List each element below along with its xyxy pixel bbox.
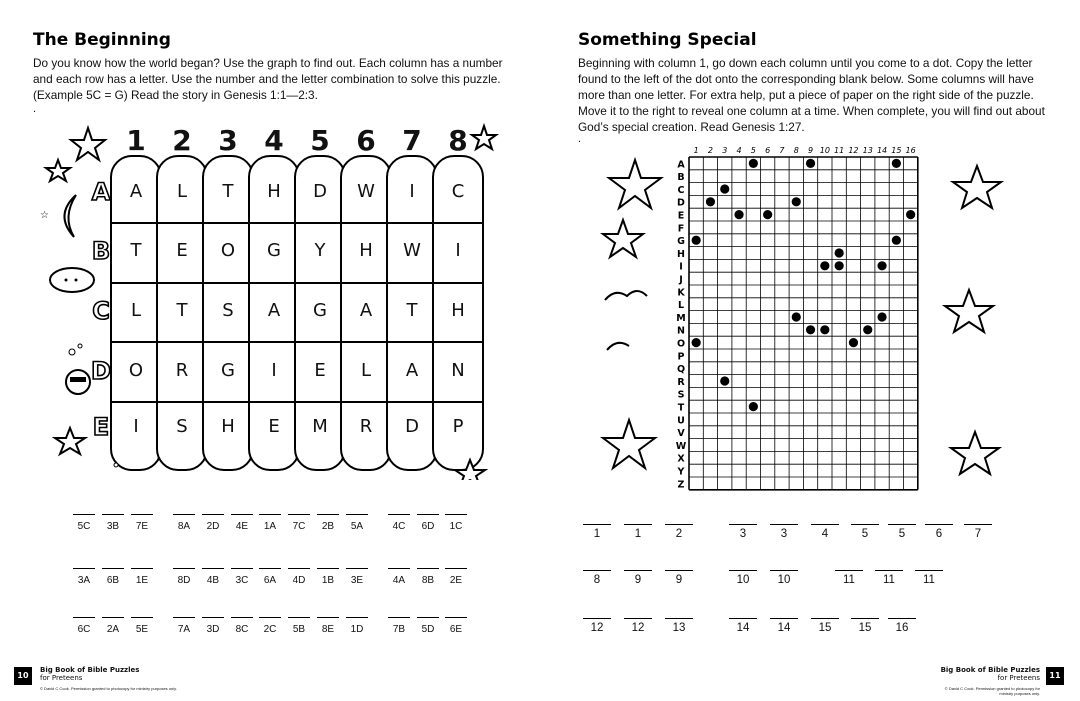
grid-row-E: E (677, 210, 685, 222)
grid-dot-4E (734, 210, 743, 219)
grid-row-I: I (679, 261, 683, 273)
grid-dot-14M (877, 312, 886, 321)
grid-dot-10N (820, 325, 829, 334)
answer-code: 1D (350, 624, 364, 635)
grid-cell-2D: R (175, 360, 189, 381)
answer-code: 2A (106, 624, 120, 635)
answer-blank[interactable] (624, 570, 652, 571)
answer-number: 5 (861, 528, 869, 540)
answer-code: 7B (392, 624, 406, 635)
answer-blank[interactable] (888, 524, 916, 525)
grid-cell-2A: L (176, 181, 188, 202)
grid-row-N: N (677, 325, 685, 337)
grid-row-B: B (677, 172, 685, 184)
grid-column-13: 13 (862, 146, 873, 155)
answer-blank[interactable] (811, 618, 839, 619)
answer-code: 7E (135, 521, 149, 532)
grid-row-V: V (677, 428, 685, 440)
answer-code: 5D (421, 624, 435, 635)
row-letter-A: A (91, 178, 111, 206)
grid-cell-2C: T (176, 300, 188, 321)
answer-code: 4E (235, 521, 249, 532)
answer-blank[interactable] (851, 618, 879, 619)
answer-number: 9 (675, 574, 683, 586)
grid-cell-8B: I (455, 240, 461, 261)
right-page-title: Something Special (578, 30, 757, 50)
grid-row-A: A (677, 159, 685, 171)
answer-code: 6D (421, 521, 435, 532)
grid-cell-3D: G (221, 360, 235, 381)
grid-column-9: 9 (808, 146, 814, 155)
grid-cell-8C: H (451, 300, 465, 321)
answer-blank[interactable] (624, 524, 652, 525)
right-book-title-main: Big Book of Bible Puzzles (940, 666, 1040, 674)
grid-dot-16E (906, 210, 915, 219)
answer-code: 2D (206, 521, 220, 532)
column-number-6: 6 (356, 124, 376, 157)
grid-row-C: C (677, 184, 685, 196)
answer-code: 3D (206, 624, 220, 635)
answer-code: 7A (177, 624, 191, 635)
answer-code: 8D (177, 575, 191, 586)
grid-cell-1A: A (129, 181, 143, 202)
answer-code: 6E (449, 624, 463, 635)
grid-cell-6B: H (359, 240, 373, 261)
grid-dot-11I (835, 261, 844, 270)
column-number-2: 2 (172, 124, 192, 157)
answer-code: 8A (177, 521, 191, 532)
answer-blank[interactable] (888, 618, 916, 619)
grid-column-14: 14 (876, 146, 888, 155)
answer-blank[interactable] (851, 524, 879, 525)
left-page-title: The Beginning (33, 30, 171, 50)
answer-blank[interactable] (964, 524, 992, 525)
answer-blank[interactable] (770, 618, 798, 619)
shooting-star-doodles-icon (595, 150, 685, 490)
grid-cell-8D: N (451, 360, 465, 381)
answer-code: 1B (321, 575, 335, 586)
grid-dot-15G (892, 236, 901, 245)
grid-column-4: 4 (736, 146, 742, 155)
grid-row-H: H (677, 248, 685, 260)
answer-number: 12 (590, 622, 604, 634)
grid-cell-4B: G (267, 240, 281, 261)
grid-row-M: M (676, 312, 686, 324)
answer-number: 2 (675, 528, 683, 540)
answer-code: 8B (421, 575, 435, 586)
answer-number: 13 (672, 622, 686, 634)
grid-dot-14I (877, 261, 886, 270)
grid-dot-13N (863, 325, 872, 334)
right-book-title (932, 666, 1040, 682)
answer-code: 2C (263, 624, 277, 635)
answer-code: 3C (235, 575, 249, 586)
answer-number: 3 (780, 528, 788, 540)
grid-cell-6E: R (359, 416, 373, 437)
grid-dot-9N (806, 325, 815, 334)
column-number-4: 4 (264, 124, 284, 157)
grid-row-G: G (677, 236, 685, 248)
grid-dot-6E (763, 210, 772, 219)
grid-dot-8D (792, 197, 801, 206)
answer-code: 6A (263, 575, 277, 586)
answer-blank[interactable] (915, 570, 943, 571)
answer-number: 8 (593, 574, 601, 586)
row-letter-C: C (92, 297, 110, 325)
answer-number: 14 (736, 622, 750, 634)
grid-dot-9A (806, 159, 815, 168)
row-letter-B: B (91, 237, 111, 265)
answer-code: 2B (321, 521, 335, 532)
grid-dot-12O (849, 338, 858, 347)
grid-column-10: 10 (819, 146, 830, 155)
grid-row-R: R (677, 376, 685, 388)
answer-code: 3B (106, 521, 120, 532)
answer-blank[interactable] (811, 524, 839, 525)
grid-cell-8E: P (452, 416, 464, 437)
answer-code: 2E (449, 575, 463, 586)
answer-number: 5 (898, 528, 906, 540)
grid-dot-5A (749, 159, 758, 168)
right-copyright: © David C Cook. Permission granted to photocopy for ministry purposes only. (944, 686, 1040, 696)
answer-number: 9 (634, 574, 642, 586)
row-letter-D: D (91, 357, 111, 385)
grid-dot-3R (720, 376, 729, 385)
answer-blank[interactable] (770, 570, 798, 571)
grid-row-F: F (677, 223, 685, 235)
answer-code: 5B (292, 624, 306, 635)
grid-row-D: D (677, 197, 685, 209)
answer-number: 11 (883, 574, 895, 586)
grid-cell-3C: S (222, 300, 234, 321)
answer-number: 3 (739, 528, 747, 540)
grid-row-K: K (677, 287, 685, 299)
answer-blank[interactable] (583, 618, 611, 619)
answer-code: 8C (235, 624, 249, 635)
left-instructions: Do you know how the world began? Use the graph to find out. Each column has a number and each row has a letter. Use the number and the letter combination to solve this puzzle. (Example 5C = G) Read the story in Genesis 1:1—2:3. (33, 56, 503, 102)
answer-code: 5C (77, 521, 91, 532)
answer-number: 11 (843, 574, 855, 586)
column-number-7: 7 (402, 124, 422, 157)
grid-cell-5E: M (312, 416, 328, 437)
grid-row-S: S (677, 389, 685, 401)
grid-cell-1D: O (128, 360, 144, 381)
grid-column-16: 16 (905, 146, 916, 155)
grid-dot-15A (892, 159, 901, 168)
answer-number: 10 (777, 574, 791, 586)
grid-row-U: U (677, 415, 685, 427)
grid-cell-5C: G (313, 300, 327, 321)
grid-column-8: 8 (793, 146, 799, 155)
answer-number: 15 (858, 622, 872, 634)
answer-code: 3E (350, 575, 364, 586)
right-dot: . (578, 133, 582, 145)
answer-blank[interactable] (770, 524, 798, 525)
grid-row-J: J (679, 274, 683, 286)
grid-row-Y: Y (677, 466, 685, 478)
grid-cell-3B: O (220, 240, 236, 261)
right-book-title-sub: for Preteens (997, 674, 1040, 682)
answer-code: 5A (350, 521, 364, 532)
grid-cell-7D: A (405, 360, 419, 381)
svg-text:☆: ☆ (40, 210, 49, 221)
grid-cell-1C: L (130, 300, 142, 321)
column-number-1: 1 (126, 124, 146, 157)
grid-dot-10I (820, 261, 829, 270)
answer-code: 7C (292, 521, 306, 532)
grid-dot-5T (749, 402, 758, 411)
grid-cell-2E: S (176, 416, 188, 437)
grid-dot-1O (692, 338, 701, 347)
grid-column-12: 12 (848, 146, 859, 155)
answer-blank[interactable] (925, 524, 953, 525)
answer-number: 12 (631, 622, 645, 634)
right-page-number: 11 (1046, 667, 1064, 685)
right-instructions: Beginning with column 1, go down each column until you come to a dot. Copy the letter found to the left of the dot onto the corresponding blank below. Some columns will have more than one letter. For extra help, put a piece of paper on the right side of the puzzle. Move it to the right to reveal one column at a time. When complete, you will find out about God’s special creation. Read Genesis 1:27. (578, 56, 1045, 134)
answer-code: 4C (392, 521, 406, 532)
grid-cell-8A: C (451, 181, 465, 202)
row-letter-E: E (92, 413, 110, 441)
answer-blank[interactable] (665, 524, 693, 525)
grid-cell-3E: H (221, 416, 235, 437)
grid-cell-5A: D (313, 181, 327, 202)
answer-code: 1E (135, 575, 149, 586)
grid-row-P: P (677, 351, 685, 363)
grid-cell-2B: E (176, 240, 188, 261)
answer-number: 4 (821, 528, 829, 540)
grid-row-O: O (676, 338, 686, 350)
answer-code: 6B (106, 575, 120, 586)
grid-dot-2D (706, 197, 715, 206)
left-page-number: 10 (14, 667, 32, 685)
left-copyright: © David C Cook. Permission granted to photocopy for ministry purposes only. (40, 686, 177, 691)
answer-number: 1 (593, 528, 601, 540)
answer-code: 1C (449, 521, 463, 532)
left-dot: . (33, 103, 37, 115)
answer-number: 10 (736, 574, 750, 586)
answer-blank[interactable] (729, 570, 757, 571)
grid-cell-5B: Y (314, 240, 326, 261)
answer-code: 4A (392, 575, 406, 586)
grid-cell-3A: T (222, 181, 234, 202)
answer-blank[interactable] (729, 618, 757, 619)
grid-row-W: W (675, 440, 687, 452)
answer-blank[interactable] (583, 524, 611, 525)
answer-blank[interactable] (624, 618, 652, 619)
answer-code: 6C (77, 624, 91, 635)
answer-code: 4B (206, 575, 220, 586)
answer-code: 1A (263, 521, 277, 532)
grid-row-L: L (677, 300, 685, 312)
answer-number: 14 (777, 622, 791, 634)
right-star-doodles-icon (925, 160, 1015, 490)
grid-cell-6D: L (360, 360, 372, 381)
grid-column-2: 2 (707, 146, 713, 155)
answer-number: 15 (818, 622, 832, 634)
answer-blank[interactable] (835, 570, 863, 571)
grid-cell-7B: W (403, 240, 421, 261)
answer-number: 1 (634, 528, 642, 540)
left-book-title (40, 666, 139, 682)
answer-blank[interactable] (729, 524, 757, 525)
grid-column-3: 3 (722, 146, 728, 155)
grid-column-7: 7 (779, 146, 785, 155)
grid-cell-1B: T (130, 240, 142, 261)
answer-blank[interactable] (875, 570, 903, 571)
answer-code: 4D (292, 575, 306, 586)
grid-dot-8M (792, 312, 801, 321)
answer-number: 7 (974, 528, 982, 540)
answer-code: 3A (77, 575, 91, 586)
answer-blank[interactable] (665, 618, 693, 619)
grid-cell-4C: A (267, 300, 281, 321)
grid-cell-7C: T (406, 300, 418, 321)
answer-code: 5E (135, 624, 149, 635)
answer-number: 16 (895, 622, 909, 634)
left-book-title-sub: for Preteens (40, 674, 83, 682)
grid-dot-3C (720, 184, 729, 193)
grid-column-11: 11 (834, 146, 845, 155)
grid-row-Q: Q (676, 364, 686, 376)
answer-number: 6 (935, 528, 943, 540)
answer-number: 11 (923, 574, 935, 586)
grid-column-1: 1 (693, 146, 699, 155)
grid-column-15: 15 (891, 146, 902, 155)
grid-cell-7A: I (409, 181, 415, 202)
grid-dot-1G (692, 236, 701, 245)
grid-cell-6A: W (357, 181, 375, 202)
grid-cell-6C: A (359, 300, 373, 321)
answer-blank[interactable] (583, 570, 611, 571)
grid-row-X: X (677, 453, 685, 465)
column-number-5: 5 (310, 124, 330, 157)
grid-cell-1E: I (133, 416, 139, 437)
grid-column-6: 6 (765, 146, 771, 155)
column-number-3: 3 (218, 124, 238, 157)
grid-cell-4A: H (267, 181, 281, 202)
grid-row-T: T (677, 402, 685, 414)
grid-cell-7E: D (405, 416, 419, 437)
grid-cell-4D: I (271, 360, 277, 381)
answer-blank[interactable] (665, 570, 693, 571)
grid-dot-11H (835, 248, 844, 257)
grid-cell-4E: E (268, 416, 280, 437)
column-number-8: 8 (448, 124, 468, 157)
grid-row-Z: Z (677, 479, 685, 491)
answer-code: 8E (321, 624, 335, 635)
left-book-title-main: Big Book of Bible Puzzles (40, 666, 140, 674)
grid-column-5: 5 (750, 146, 756, 155)
grid-cell-5D: E (314, 360, 326, 381)
